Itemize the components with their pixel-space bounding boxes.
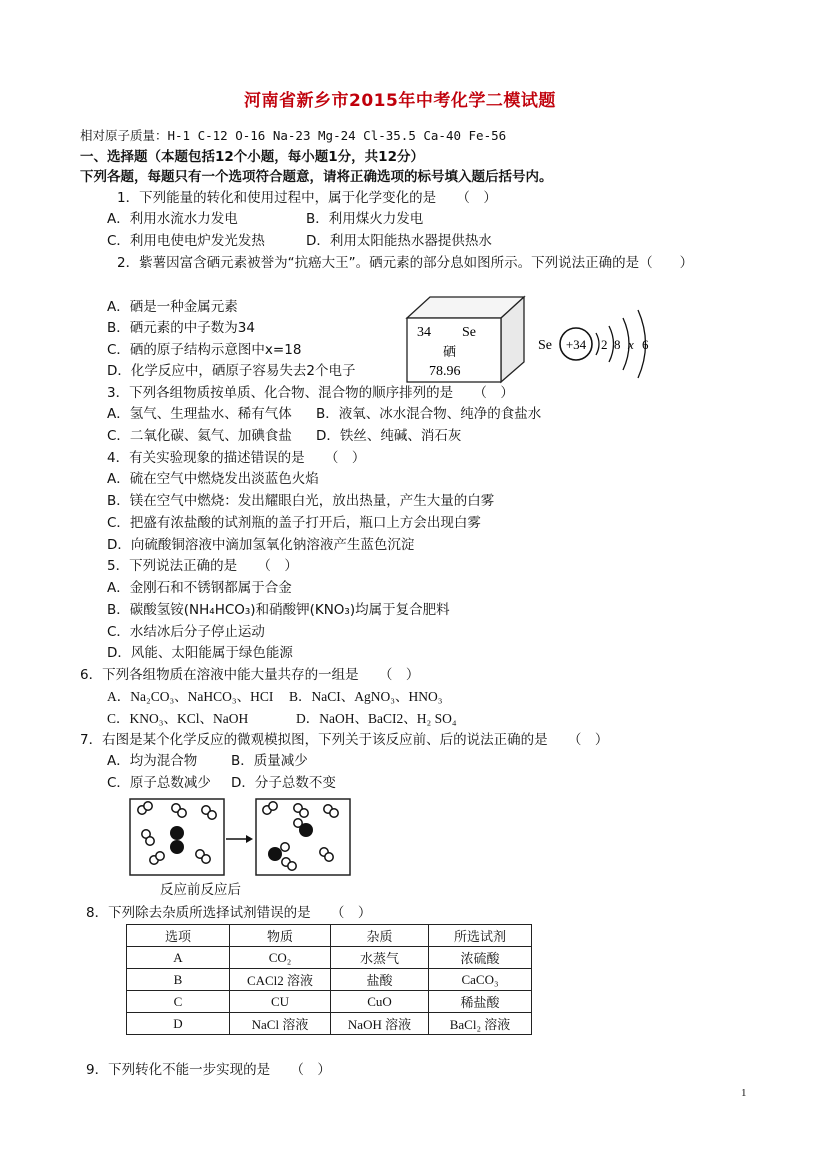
shell-2-electrons: 8 (614, 337, 621, 352)
q7-option-d: D．分子总数不变 (231, 775, 336, 791)
q7-option-b: B．质量减少 (231, 753, 308, 769)
shell-1-electrons: 2 (601, 337, 608, 352)
table-row (127, 1013, 532, 1035)
table-header-cell: 杂质 (331, 925, 429, 947)
q8-stem: 8．下列除去杂质所选择试剂错误的是 （ ） (86, 905, 372, 921)
table-cell: C (127, 991, 230, 1013)
q3-option-d: D．铁丝、纯碱、消石灰 (316, 428, 462, 444)
q3-stem: 3．下列各组物质按单质、化合物、混合物的顺序排列的是 （ ） (107, 385, 514, 401)
q5-stem: 5．下列说法正确的是 （ ） (107, 558, 298, 574)
q6-option-c: C．KNO₃、KCl、NaOH (107, 711, 249, 726)
atomic-masses: 相对原子质量：H-1 C-12 O-16 Na-23 Mg-24 Cl-35.5 Ca-40 Fe-56 (80, 128, 507, 143)
table-header-cell: 物质 (230, 925, 331, 947)
section-instruction: 下列各题，每题只有一个选项符合题意，请将正确选项的标号填入题后括号内。 (80, 169, 553, 185)
q5-option-a: A．金刚石和不锈钢都属于合金 (107, 580, 292, 596)
table-cell: NaCl 溶液 (230, 1013, 331, 1035)
q7-figure-caption: 反应前反应后 (160, 882, 241, 898)
q1-stem: 1．下列能量的转化和使用过程中，属于化学变化的是 （ ） (117, 190, 497, 206)
q1-option-d: D．利用太阳能热水器提供热水 (306, 233, 492, 249)
q6-stem: 6．下列各组物质在溶液中能大量共存的一组是 （ ） (80, 667, 420, 683)
q7-option-c: C．原子总数减少 (107, 775, 211, 791)
selenium-figure (400, 292, 670, 388)
q4-option-a: A．硫在空气中燃烧发出淡蓝色火焰 (107, 471, 319, 487)
before-reaction-box (130, 799, 224, 875)
table-cell: 水蒸气 (331, 947, 429, 969)
q7-option-a: A．均为混合物 (107, 753, 198, 769)
element-symbol: Se (462, 325, 476, 340)
table-cell: B (127, 969, 230, 991)
q2-stem: 2．紫薯因富含硒元素被誉为“抗癌大王”。硒元素的部分息如图所示。下列说法正确的是（ ） (117, 255, 694, 271)
q5-option-d: D．风能、太阳能属于绿色能源 (107, 645, 293, 661)
table-cell: CaCO₃ (429, 969, 532, 991)
q4-option-c: C．把盛有浓盐酸的试剂瓶的盖子打开后，瓶口上方会出现白雾 (107, 515, 481, 531)
q9-stem: 9．下列转化不能一步实现的是 （ ） (86, 1062, 331, 1078)
table-header-cell: 选项 (127, 925, 230, 947)
q6-option-d: D．NaOH、BaCI2、H₂ SO₄ (296, 711, 457, 726)
q3-option-a: A．氢气、生理盐水、稀有气体 (107, 406, 292, 422)
q1-option-a: A．利用水流水力发电 (107, 211, 238, 227)
q1-option-c: C．利用电使电炉发光发热 (107, 233, 265, 249)
shell-3-electrons: x (628, 337, 634, 352)
table-cell: BaCl₂ 溶液 (429, 1013, 532, 1035)
table-header-row (127, 925, 532, 947)
table-cell: CuO (331, 991, 429, 1013)
q2-option-d: D．化学反应中，硒原子容易失去2个电子 (107, 363, 356, 379)
q7-stem: 7．右图是某个化学反应的微观模拟图，下列关于该反应前、后的说法正确的是 （ ） (80, 732, 609, 748)
element-name: 硒 (443, 345, 457, 360)
table-cell: 浓硫酸 (429, 947, 532, 969)
table-cell: D (127, 1013, 230, 1035)
page-number: 1 (741, 1087, 747, 1099)
q4-option-d: D．向硫酸铜溶液中滴加氢氧化钠溶液产生蓝色沉淀 (107, 537, 415, 553)
page-title: 河南省新乡市2015年中考化学二模试题 (244, 91, 556, 111)
table-cell: CU (230, 991, 331, 1013)
table-row (127, 969, 532, 991)
table-cell: 盐酸 (331, 969, 429, 991)
table-cell: A (127, 947, 230, 969)
shell-4-electrons: 6 (642, 337, 649, 352)
table-row (127, 991, 532, 1013)
q6-option-a: A．Na₂CO₃、NaHCO₃、HCI (107, 689, 274, 704)
table-cell: CACl2 溶液 (230, 969, 331, 991)
q1-option-b: B．利用煤火力发电 (306, 211, 424, 227)
atomic-structure-diagram (538, 310, 649, 378)
section-heading: 一、选择题（本题包括12个小题，每小题1分，共12分） (80, 149, 424, 165)
nucleus-symbol: Se (538, 338, 552, 353)
table-cell: 稀盐酸 (429, 991, 532, 1013)
table-row (127, 947, 532, 969)
q5-option-c: C．水结冰后分子停止运动 (107, 624, 265, 640)
q4-option-b: B．镁在空气中燃烧：发出耀眼白光，放出热量，产生大量的白雾 (107, 493, 495, 509)
after-reaction-box (256, 799, 350, 875)
element-cube (407, 297, 524, 382)
table-cell: NaOH 溶液 (331, 1013, 429, 1035)
q4-stem: 4．有关实验现象的描述错误的是 （ ） (107, 450, 366, 466)
q3-option-b: B．液氧、冰水混合物、纯净的食盐水 (316, 406, 542, 422)
reaction-model-figure (128, 796, 354, 878)
q2-option-b: B．硒元素的中子数为34 (107, 320, 255, 336)
q5-option-b: B．碳酸氢铵(NH₄HCO₃)和硝酸钾(KNO₃)均属于复合肥料 (107, 602, 450, 618)
q2-option-a: A．硒是一种金属元素 (107, 299, 238, 315)
q6-option-b: B．NaCI、AgNO₃、HNO₃ (289, 689, 443, 704)
nucleus-charge: +34 (565, 337, 587, 352)
q2-option-c: C．硒的原子结构示意图中x=18 (107, 342, 302, 358)
table-header-cell: 所选试剂 (429, 925, 532, 947)
atomic-mass: 78.96 (429, 364, 461, 379)
atomic-number: 34 (417, 325, 431, 340)
q8-table (126, 924, 532, 1035)
q3-option-c: C．二氧化碳、氦气、加碘食盐 (107, 428, 292, 444)
table-cell: CO₂ (230, 947, 331, 969)
reaction-arrow (226, 835, 253, 843)
